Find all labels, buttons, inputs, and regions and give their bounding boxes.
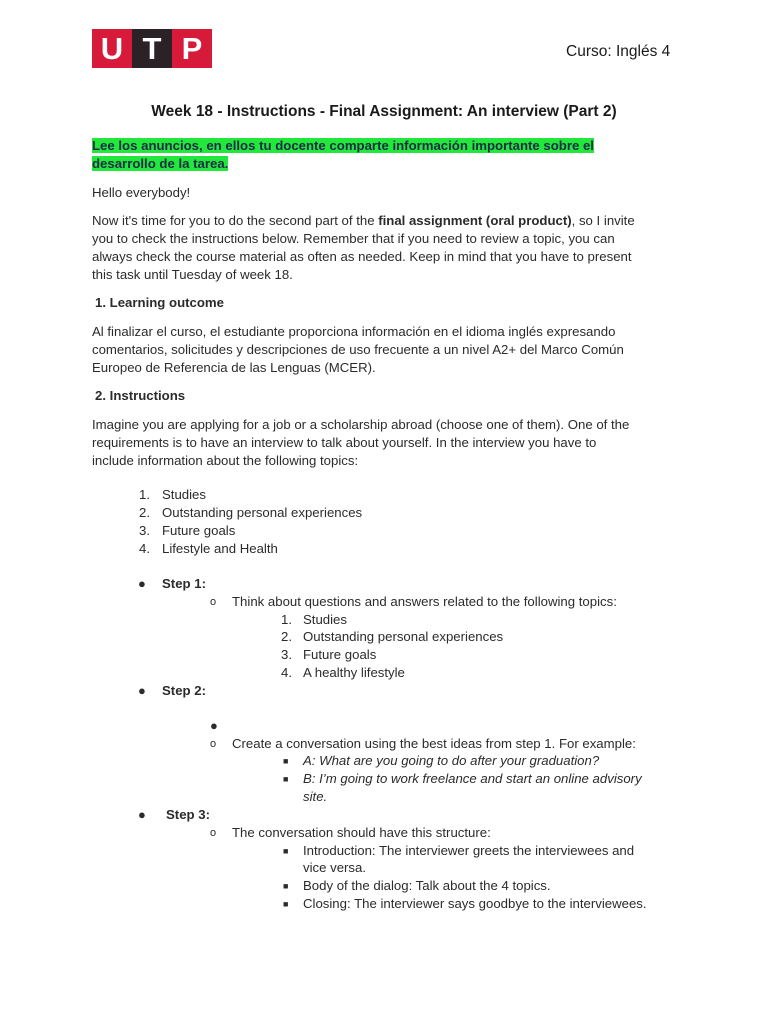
list-item: Future goals [162, 523, 236, 538]
structure-closing: Closing: The interviewer says goodbye to the interviewees. [303, 896, 647, 911]
instructions-line-1: Imagine you are applying for a job or a scholarship abroad (choose one of them). One of the [92, 417, 630, 432]
example-line-a: A: What are you going to do after your graduation? [303, 753, 600, 768]
learning-outcome-line-3: Europeo de Referencia de las Lenguas (MCER). [92, 360, 376, 375]
greeting: Hello everybody! [92, 185, 191, 200]
example-line-b-continued: site. [303, 789, 328, 804]
announcement [92, 137, 682, 173]
square-bullet-icon: ■ [283, 881, 289, 891]
structure-introduction: Introduction: The interviewer greets the interviewees and [303, 843, 635, 858]
step-3-text: The conversation should have this structure: [232, 825, 491, 840]
announcement-line-1: Lee los anuncios, en ellos tu docente comparte información importante sobre el [92, 138, 594, 153]
bullet-dot-icon: ● [210, 718, 218, 733]
list-item: Outstanding personal experiences [303, 629, 504, 644]
logo-letter-p: P [172, 29, 212, 68]
bullet-dot-icon: ● [138, 576, 146, 591]
intro-paragraph [92, 212, 682, 284]
structure-introduction-continued: vice versa. [303, 860, 367, 875]
list-item-number: 1. [281, 612, 292, 627]
list-item-number: 4. [139, 541, 150, 556]
list-item-number: 2. [139, 505, 150, 520]
instructions-heading: 2. Instructions [95, 388, 186, 403]
intro-line-1 [92, 212, 682, 230]
square-bullet-icon: ■ [283, 846, 289, 856]
learning-outcome-paragraph [92, 323, 682, 377]
example-line-b: B: I’m going to work freelance and start an online advisory [303, 771, 642, 786]
step-2-text: Create a conversation using the best ideas from step 1. For example: [232, 736, 636, 751]
intro-line-4: this task until Tuesday of week 18. [92, 267, 293, 282]
intro-line-3: always check the course material as often as needed. Keep in mind that you have to present [92, 249, 632, 264]
structure-body: Body of the dialog: Talk about the 4 topics. [303, 878, 551, 893]
circle-bullet-icon: o [210, 827, 217, 839]
square-bullet-icon: ■ [283, 774, 289, 784]
list-item-number: 3. [139, 523, 150, 538]
instructions-line-2: requirements is to have an interview to talk about yourself. In the interview you have to [92, 435, 597, 450]
page-title: Week 18 - Instructions - Final Assignment: An interview (Part 2) [151, 103, 617, 120]
intro-bold: final assignment (oral product) [378, 213, 572, 228]
list-item: A healthy lifestyle [303, 665, 405, 680]
logo-letter-t: T [132, 29, 172, 68]
bullet-dot-icon: ● [138, 807, 146, 822]
square-bullet-icon: ■ [283, 899, 289, 909]
learning-outcome-heading: 1. Learning outcome [95, 295, 224, 310]
intro-text: Now it's time for you to do the second part of the [92, 213, 379, 228]
list-item: Outstanding personal experiences [162, 505, 363, 520]
instructions-line-3: include information about the following topics: [92, 453, 359, 468]
step-2-label: Step 2: [162, 683, 206, 698]
square-bullet-icon: ■ [283, 756, 289, 766]
list-item-number: 3. [281, 647, 292, 662]
bullet-dot-icon: ● [138, 683, 146, 698]
learning-outcome-line-1: Al finalizar el curso, el estudiante proporciona información en el idioma inglés expresando [92, 324, 616, 339]
intro-text-after: , so I invite [571, 213, 635, 228]
circle-bullet-icon: o [210, 738, 217, 750]
list-item: Studies [303, 612, 347, 627]
list-item: Lifestyle and Health [162, 541, 278, 556]
course-label: Curso: Inglés 4 [566, 43, 671, 60]
utp-logo [92, 29, 212, 68]
list-item: Studies [162, 487, 206, 502]
instructions-paragraph [92, 416, 682, 470]
circle-bullet-icon: o [210, 596, 217, 608]
list-item-number: 1. [139, 487, 150, 502]
step-1-label: Step 1: [162, 576, 206, 591]
list-item-number: 2. [281, 629, 292, 644]
list-item: Future goals [303, 647, 377, 662]
list-item-number: 4. [281, 665, 292, 680]
announcement-line-2: desarrollo de la tarea. [92, 156, 229, 171]
intro-line-2: you to check the instructions below. Remember that if you need to review a topic, you can [92, 231, 615, 246]
step-1-text: Think about questions and answers related to the following topics: [232, 594, 617, 609]
learning-outcome-line-2: comentarios, solicitudes y descripciones de uso frecuente a un nivel A2+ del Marco Común [92, 342, 624, 357]
logo-letter-u: U [92, 29, 132, 68]
step-3-label: Step 3: [166, 807, 210, 822]
